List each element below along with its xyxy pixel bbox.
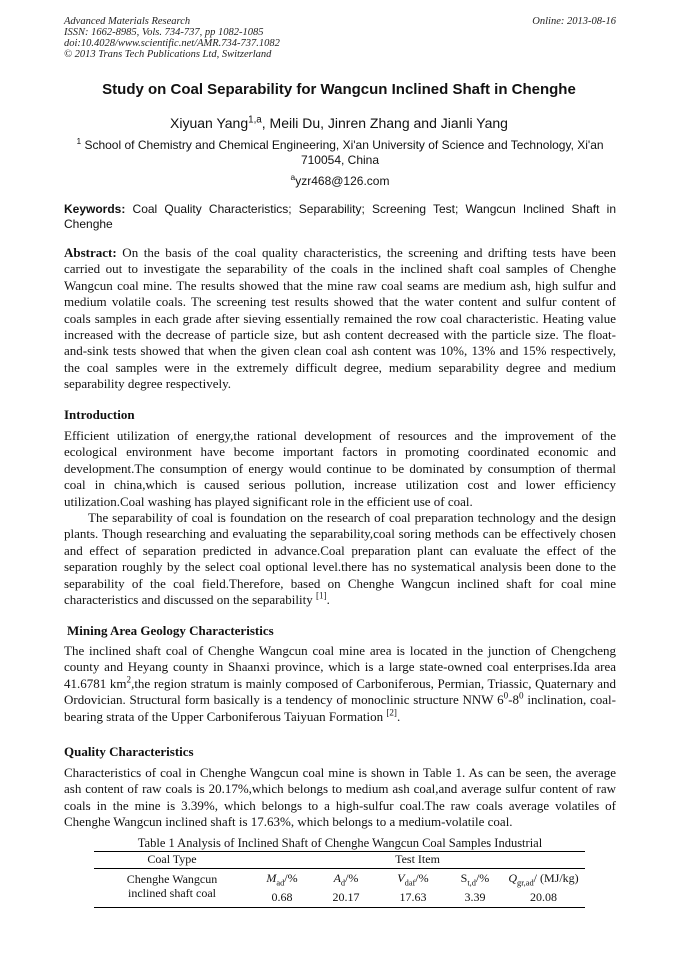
abstract-label: Abstract: xyxy=(64,245,117,260)
table-header-row xyxy=(94,852,585,869)
table-subheader-row xyxy=(94,869,585,889)
mad-unit: /% xyxy=(284,871,298,885)
qgr-symbol: Q xyxy=(508,871,518,885)
vdaf-symbol: V xyxy=(397,871,405,885)
abstract xyxy=(64,245,616,393)
geology-text-c: inclination, coal-bearing strata of the Upper Carboniferous Taiyuan Formation xyxy=(64,692,616,724)
degree-dash: -8 xyxy=(508,692,520,708)
ad-symbol: A xyxy=(333,871,341,885)
std-unit: /% xyxy=(475,871,490,885)
geology-end: . xyxy=(396,708,401,724)
online-date: Online: 2013-08-16 xyxy=(532,16,616,27)
first-author: Xiyuan Yang xyxy=(170,115,249,131)
row-label-line-1: Chenghe Wangcun xyxy=(126,872,218,886)
issn-line: ISSN: 1662-8985, Vols. 734-737, pp 1082-1085 xyxy=(64,27,264,38)
introduction-p2-end: . xyxy=(326,592,330,608)
table-1-caption: Table 1 Analysis of Inclined Shaft of Chenghe Wangcun Coal Samples Industrial xyxy=(137,836,543,850)
quality-body: Characteristics of coal in Chenghe Wangcun coal mine is shown in Table 1. As can be seen, the average ash content of raw coals is 20.17%,which belongs to medium ash coal,and average sulfur content of raw coals in the mine is 3.39%, which belongs to a high-sulfur coal.The raw coals average volatiles of Chenghe Wangcun inclined shaft is 17.63%, which belongs to a medium-volatile coal. xyxy=(64,765,616,830)
affiliation xyxy=(64,138,616,168)
email-mark: a xyxy=(290,172,296,182)
ad-unit: /% xyxy=(345,871,359,885)
value-std: 3.39 xyxy=(448,888,502,908)
qgr-subscript: gr,ad xyxy=(517,878,534,888)
ad-subscript: d xyxy=(340,878,346,888)
citation-1: [1] xyxy=(315,590,327,601)
vdaf-unit: /% xyxy=(415,871,429,885)
author-list xyxy=(40,115,638,131)
std-subscript: t,d xyxy=(467,878,476,888)
geology-heading: Mining Area Geology Characteristics xyxy=(67,623,274,638)
abstract-text: On the basis of the coal quality characteristics, the screening and drifting tests have been carried out to investigate the separability of the coals in the inclined shaft coal samples of Chenghe Wangcun coal mine. The results showed that the mine raw coal seams are medium ash, high sulfur and medium volatile coals. The screening test results showed that the water content and sulfur content of coals samples in each grade after sieving essentially remained the row coal characteristic. Heating value increased with the decrease of particle size, but ash content decreased with the particle size. The float-and-sink tests showed that when the given clean coal ash content was 10%, 13% and 15% respectively, the coal samples were in the extremely difficult degree, medium separability degree and medium separability degree respectively. xyxy=(64,245,616,392)
keywords-label: Keywords: xyxy=(64,202,126,216)
header-vdaf xyxy=(378,869,448,889)
header-ad xyxy=(314,869,378,889)
header-coal-type: Coal Type xyxy=(94,852,250,869)
keywords-text: Coal Quality Characteristics; Separability; Screening Test; Wangcun Inclined Shaft in Chenghe xyxy=(64,202,616,231)
keywords xyxy=(64,202,616,232)
vdaf-subscript: daf xyxy=(404,878,416,888)
geology-text-a: The inclined shaft coal of Chenghe Wangcun coal mine area is located in the junction of Chengcheng county and Heyang county in Shaanxi province, which is a large state-owned coal enterprises.Ida area 41.6781 km xyxy=(64,643,616,691)
journal-name: Advanced Materials Research xyxy=(64,16,191,27)
header-mad xyxy=(250,869,314,889)
value-qgr: 20.08 xyxy=(502,888,585,908)
value-mad: 0.68 xyxy=(250,888,314,908)
first-author-affil-mark: 1,a xyxy=(248,114,262,126)
introduction-paragraph-1: Efficient utilization of energy,the rational development of resources and the improvement of the ecological environment have become important factors in promoting coordinated economic and development.The consumption of energy would continue to be dominated by consumption of thermal coal in china,which is caused serious pollution, increase utilization cost and lower efficiency utilization.Coal washing has played significant role in the efficient use of coal. xyxy=(64,428,616,509)
affiliation-text: School of Chemistry and Chemical Engineering, Xi'an University of Science and Technology, Xi'an 710054, China xyxy=(81,138,604,167)
introduction-heading: Introduction xyxy=(64,407,135,422)
author-email xyxy=(64,174,616,188)
header-test-item: Test Item xyxy=(250,852,585,869)
mad-subscript: ad xyxy=(276,878,285,888)
other-authors: , Meili Du, Jinren Zhang and Jianli Yang xyxy=(261,115,508,131)
value-vdaf: 17.63 xyxy=(378,888,448,908)
table-1 xyxy=(94,851,585,908)
std-symbol: S xyxy=(460,871,468,885)
area-unit-exponent: 2 xyxy=(126,674,132,685)
introduction-p2-text: The separability of coal is foundation on the research of coal preparation technology and the design plants. Though researching and evaluating the separability,coal soring methods can be effectively chosen and effect of separation predicted in advance.Coal preparation plant can evaluate the effect of the separation roughly by the select coal optional level.there has no systematical analysis been done to the separability of the coal field.Therefore, based on Chenghe Wangcun inclined shaft for coal mine characteristics and discussed on the separability xyxy=(64,510,616,608)
affiliation-mark: 1 xyxy=(76,136,82,146)
quality-heading: Quality Characteristics xyxy=(64,744,194,759)
value-ad: 20.17 xyxy=(314,888,378,908)
geology-body xyxy=(64,643,616,725)
header-std xyxy=(448,869,502,889)
row-label-coal xyxy=(94,869,250,908)
introduction-body xyxy=(64,428,616,608)
email-address[interactable]: yzr468@126.com xyxy=(295,174,390,188)
copyright-line: © 2013 Trans Tech Publications Ltd, Switzerland xyxy=(64,49,272,60)
geology-text-b: ,the region stratum is mainly composed of Carboniferous, Permian, Triassic, Quaternary and Ordovician. Structural form basically is a tendency of monoclinic structure NNW 6 xyxy=(64,675,616,708)
citation-2: [2] xyxy=(386,707,397,718)
doi-line: doi:10.4028/www.scientific.net/AMR.734-737.1082 xyxy=(64,38,280,49)
degree-mark-2: 0 xyxy=(519,690,524,701)
degree-mark-1: 0 xyxy=(503,690,509,701)
header-qgr xyxy=(502,869,585,889)
row-label-line-2: inclined shaft coal xyxy=(128,886,216,900)
mad-symbol: M xyxy=(266,871,277,885)
paper-title: Study on Coal Separability for Wangcun Inclined Shaft in Chenghe xyxy=(102,81,576,98)
introduction-paragraph-2 xyxy=(64,510,616,608)
qgr-unit: / (MJ/kg) xyxy=(533,871,579,885)
journal-header xyxy=(64,16,616,60)
